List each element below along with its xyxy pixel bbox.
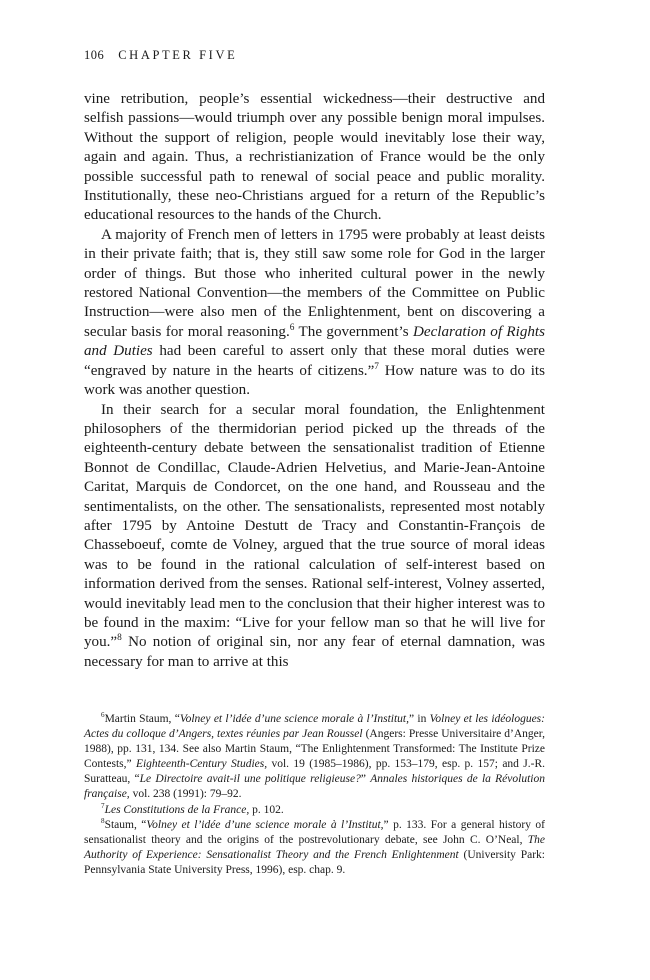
footnote-italic: The Authority of Experience: Sensationalist Theory and the French Enlightenment: [84, 833, 545, 861]
footnote-6: [84, 712, 545, 803]
footnote-text: (University Park: Pennsylvania State University Press, 1996), esp. chap. 9.: [84, 848, 545, 876]
footnote-ref-7[interactable]: 7: [374, 361, 379, 372]
footnote-text: ”: [360, 773, 371, 786]
footnote-italic: Les Constitutions de la France,: [104, 803, 250, 816]
paragraph-3-text-a: In their search for a secular moral foundation, the Enlightenment philosophers of the thermidorian period picked up the threads of the eighteenth-century debate between the sensationalist tradition of Etienne Bonnot de Condillac, Claude-Adrien Helvetius, and Marie-Jean-Antoine Caritat, Marquis de Condorcet, on the one hand, and Rousseau and the sentimentalists, on the other. The sensationalists, represented most notably after 1795 by Antoine Destutt de Tracy and Constantin-François de Chasseboeuf, comte de Volney, argued that the true source of moral ideas was to be found in the rational calculation of self-interest based on information derived from the senses. Rational self-interest, Volney asserted, would inevitably lead men to the conclusion that their higher interest was to be found in the maxim: “Live for your fellow man so that he will live for you.”: [84, 401, 545, 651]
footnotes: [84, 712, 545, 878]
paragraph-2-text-c: had been careful to assert only that these moral duties were “engraved by nature in the hearts of citizens.”: [84, 343, 545, 379]
paragraph-2-text-d: How nature was to do its work was another question.: [84, 362, 545, 399]
footnote-text: (Angers: Presse Universitaire d’Anger, 1988), pp. 131, 134. See also Martin Staum, “The Enlightenment Transformed: The Institute Prize Contests,”: [84, 728, 546, 771]
footnote-text: Staum, “: [104, 818, 147, 831]
footnote-8: [84, 818, 545, 878]
footnote-text: ” p. 133. For a general history of sensationalist theory and the origins of the postrevolutionary debate, see John C. O’Neal,: [84, 818, 545, 846]
footnote-marker: 8: [101, 816, 105, 825]
footnote-text: ” in: [409, 713, 430, 725]
footnote-text: p. 102.: [249, 803, 284, 816]
footnote-marker: 7: [101, 801, 105, 810]
paragraph-3-text-b: No notion of original sin, nor any fear of eternal damnation, was necessary for man to arrive at this: [84, 634, 545, 670]
footnote-italic: Volney et l’idée d’une science morale à l’Institut,: [179, 713, 409, 725]
paragraph-2-italic-title: Declaration of Rights and Duties: [84, 323, 546, 360]
running-head: [84, 48, 545, 63]
footnote-text: Martin Staum, “: [104, 713, 180, 725]
footnote-ref-6[interactable]: 6: [289, 322, 295, 333]
paragraph-1-text: vine retribution, people’s essential wickedness—their destructive and selfish passions—would triumph over any possible benign moral impulses. Without the support of religion, people would inevitably lose their way, again and again. Thus, a rechristianization of France would be the only possible successful path to renewal of social peace and public morality. Institutionally, these neo-Christians argued for a return of the Republic’s educational resources to the hands of the Church.: [84, 91, 545, 224]
footnote-marker: 6: [101, 711, 105, 720]
footnote-7: [84, 803, 545, 818]
chapter-title: CHAPTER FIVE: [118, 48, 238, 62]
body-text: [84, 90, 545, 672]
footnote-text: vol. 19 (1985–1986), pp. 153–179, esp. p. 157; and J.-R. Suratteau, “: [84, 758, 545, 786]
paragraph-3: [84, 401, 545, 673]
footnote-italic: Volney et les idéologues: Actes du colloque d’Angers, textes réunies par Jean Roussel: [84, 713, 545, 741]
paragraph-1: [84, 90, 545, 226]
footnote-text: vol. 238 (1991): 79–92.: [129, 788, 242, 801]
page-number: 106: [84, 48, 105, 62]
footnote-italic: Annales historiques de la Révolution française,: [84, 773, 545, 801]
footnote-italic: Le Directoire avait-il une politique religieuse?: [139, 773, 361, 786]
footnote-italic: Eighteenth-Century Studies,: [135, 758, 268, 771]
paragraph-2-text-a: A majority of French men of letters in 1795 were probably at least deists in their private faith; that is, they still saw some role for God in the larger order of things. But those who inherited cultural power in the newly restored National Convention—the members of the Committee on Public Instruction—were also men of the Enlightenment, bent on discovering a secular basis for moral reasoning.: [84, 226, 545, 340]
footnote-ref-8[interactable]: 8: [117, 633, 122, 644]
footnote-italic: Volney et l’idée d’une science morale à l’Institut,: [146, 818, 384, 831]
paragraph-2-text-b: The government’s: [294, 323, 413, 340]
paragraph-2: [84, 226, 545, 401]
